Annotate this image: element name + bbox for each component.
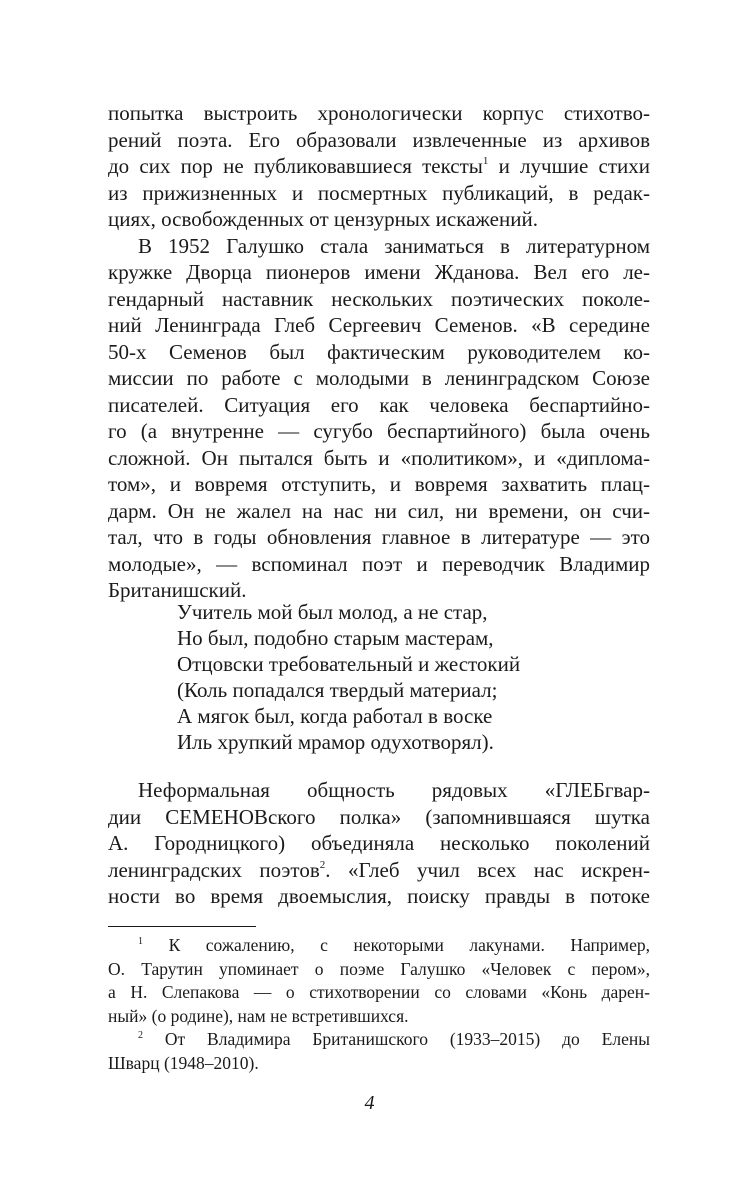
text-line: Британишский. bbox=[108, 578, 247, 602]
footnotes bbox=[108, 934, 650, 1075]
footnote-line: а Н. Слепакова — о стихотворении со словами «Конь дарен- bbox=[108, 982, 650, 1002]
text-line: дии СЕМЕНОВского полка» (запомнившаяся шутка bbox=[108, 804, 650, 829]
text-line: А. Городницкого) объединяла несколько поколений bbox=[108, 831, 650, 855]
footnote-line: Шварц (1948–2010). bbox=[108, 1052, 259, 1073]
text-line: дарм. Он не жалел на нас ни сил, ни времени, он счи- bbox=[108, 498, 650, 523]
page-number: 4 bbox=[364, 1092, 375, 1114]
poem-line: Но был, подобно старым мастерам, bbox=[177, 626, 494, 650]
text-line: 50-х Семенов был фактическим руководителем ко- bbox=[108, 339, 650, 364]
text-line: попытка выстроить хронологически корпус стихотво- bbox=[108, 101, 650, 125]
text-line: циях, освобожденных от цензурных искажений. bbox=[108, 207, 538, 231]
poem-line: (Коль попадался твердый материал; bbox=[177, 678, 498, 702]
text-fragment: и лучшие стихи bbox=[488, 154, 651, 178]
text-line: миссии по работе с молодыми в ленинградском Союзе bbox=[108, 366, 650, 390]
text-line: сложной. Он пытался быть и «политиком», и «диплома- bbox=[108, 445, 650, 470]
text-line: ний Ленинграда Глеб Сергеевич Семенов. «В середине bbox=[108, 313, 650, 337]
footnote-2 bbox=[108, 1028, 650, 1052]
text-line: Неформальная общность рядовых «ГЛЕБгвар- bbox=[138, 778, 650, 802]
text-line: го (а внутренне — сугубо беспартийного) была очень bbox=[108, 419, 650, 443]
footnote-1 bbox=[108, 934, 650, 958]
footnote-ref-1[interactable]: 1 bbox=[482, 155, 489, 167]
text-fragment: до сих пор не публиковавшиеся тексты bbox=[108, 154, 483, 178]
text-line: В 1952 Галушко стала заниматься в литературном bbox=[138, 233, 650, 258]
text-line: молодые», — вспоминал поэт и переводчик Владимир bbox=[108, 551, 650, 576]
footnote-line: О. Тарутин упоминает о поэме Галушко «Человек с пером», bbox=[108, 958, 650, 979]
text-line: гендарный наставник нескольких поэтических поколе- bbox=[108, 286, 650, 311]
text-line: тал, что в годы обновления главное в литературе — это bbox=[108, 525, 650, 549]
footnote-number: 2 bbox=[138, 1030, 143, 1041]
footnote-text: От Владимира Британишского (1933–2015) до Елены bbox=[164, 1029, 650, 1049]
poem-line: А мягок был, когда работал в воске bbox=[177, 704, 493, 728]
text-line: рений поэта. Его образовали извлеченные из архивов bbox=[108, 127, 650, 152]
footnote-divider bbox=[108, 926, 256, 927]
text-line: из прижизненных и посмертных публикаций, в редак- bbox=[108, 180, 650, 205]
footnote-line: ный» (о родине), нам не встретившихся. bbox=[108, 1005, 409, 1026]
poem-quote bbox=[177, 599, 520, 755]
footnote-text: К сожалению, с некоторыми лакунами. Например, bbox=[168, 935, 651, 955]
main-text-continued bbox=[108, 777, 650, 910]
text-line bbox=[108, 153, 650, 180]
text-fragment: ленинградских поэтов bbox=[108, 857, 320, 882]
poem-line: Учитель мой был молод, а не стар, bbox=[177, 600, 488, 624]
footnote-number: 1 bbox=[138, 936, 143, 947]
text-line bbox=[108, 857, 650, 884]
text-line: ности во время двоемыслия, поиску правды в потоке bbox=[108, 884, 650, 908]
text-fragment: . «Глеб учил всех нас искрен- bbox=[325, 857, 650, 882]
main-text-paragraphs bbox=[108, 100, 650, 604]
poem-line: Иль хрупкий мрамор одухотворял). bbox=[177, 730, 494, 754]
poem-line: Отцовски требовательный и жестокий bbox=[177, 652, 521, 676]
footnote-ref-2[interactable]: 2 bbox=[319, 858, 326, 871]
text-line: том», и вовремя отступить, и вовремя захватить плац- bbox=[108, 472, 650, 496]
text-line: кружке Дворца пионеров имени Жданова. Вел его ле- bbox=[108, 260, 650, 284]
text-line: писателей. Ситуация его как человека беспартийно- bbox=[108, 392, 650, 417]
